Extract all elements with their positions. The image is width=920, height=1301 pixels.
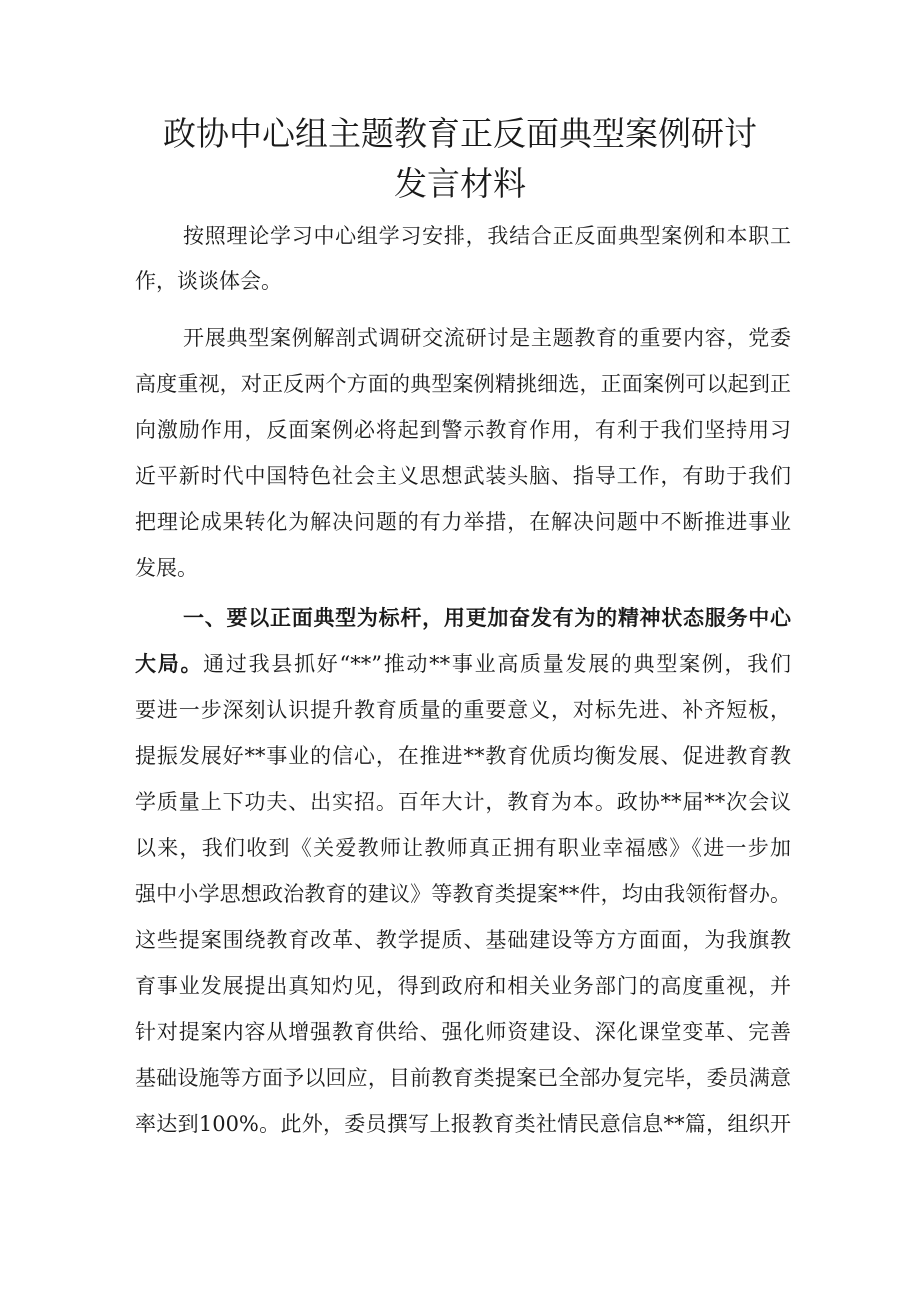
- paragraph-3-line-10: 针对提案内容从增强教育供给、强化师资建设、深化课堂变革、完善: [135, 1020, 791, 1044]
- paragraph-3-line-11: 基础设施等方面予以回应，目前教育类提案已全部办复完毕，委员满意: [135, 1066, 791, 1090]
- paragraph-1-line-2: 作，谈谈体会。: [135, 269, 282, 293]
- paragraph-3-line-7: 强中小学思想政治教育的建议》等教育类提案**件，均由我领衔督办。: [135, 882, 791, 906]
- paragraph-3-line-3: 要进一步深刻认识提升教育质量的重要意义，对标先进、补齐短板，: [135, 698, 791, 722]
- section-heading-end: 大局。: [135, 652, 204, 676]
- paragraph-3-line-2-text: 通过我县抓好“**”推动**事业高质量发展的典型案例，我们: [203, 652, 791, 676]
- paragraph-3-line-2: [135, 649, 791, 679]
- paragraph-2-line-3: 向激励作用，反面案例必将起到警示教育作用，有利于我们坚持用习: [135, 418, 791, 442]
- paragraph-2-line-6: 发展。: [135, 556, 198, 580]
- paragraph-3-line-4: 提振发展好**事业的信心，在推进**教育优质均衡发展、促进教育教: [135, 744, 791, 768]
- paragraph-3-line-9: 育事业发展提出真知灼见，得到政府和相关业务部门的高度重视，并: [135, 974, 791, 998]
- paragraph-1-line-1: 按照理论学习中心组学习安排，我结合正反面典型案例和本职工: [183, 224, 791, 248]
- paragraph-3-line-8: 这些提案围绕教育改革、教学提质、基础建设等方方面面，为我旗教: [135, 928, 791, 952]
- section-heading-line-1: [183, 603, 791, 633]
- paragraph-2-line-1: 开展典型案例解剖式调研交流研讨是主题教育的重要内容，党委: [183, 326, 791, 350]
- document-title-line-2: 发言材料: [394, 164, 526, 203]
- paragraph-3-line-6: 以来，我们收到《关爱教师让教师真正拥有职业幸福感》《进一步加: [135, 836, 791, 860]
- paragraph-3-line-5: 学质量上下功夫、出实招。百年大计，教育为本。政协**届**次会议: [135, 790, 791, 814]
- paragraph-3-line-12: 率达到100%。此外，委员撰写上报教育类社情民意信息**篇，组织开: [135, 1112, 791, 1136]
- section-heading-text: 一、要以正面典型为标杆，用更加奋发有为的精神状态服务中心: [183, 606, 791, 630]
- paragraph-2-line-4: 近平新时代中国特色社会主义思想武装头脑、指导工作，有助于我们: [135, 464, 791, 488]
- paragraph-2-line-5: 把理论成果转化为解决问题的有力举措，在解决问题中不断推进事业: [135, 510, 791, 534]
- document-title-line-1: 政协中心组主题教育正反面典型案例研讨: [163, 114, 757, 153]
- paragraph-2-line-2: 高度重视，对正反两个方面的典型案例精挑细选，正面案例可以起到正: [135, 372, 791, 396]
